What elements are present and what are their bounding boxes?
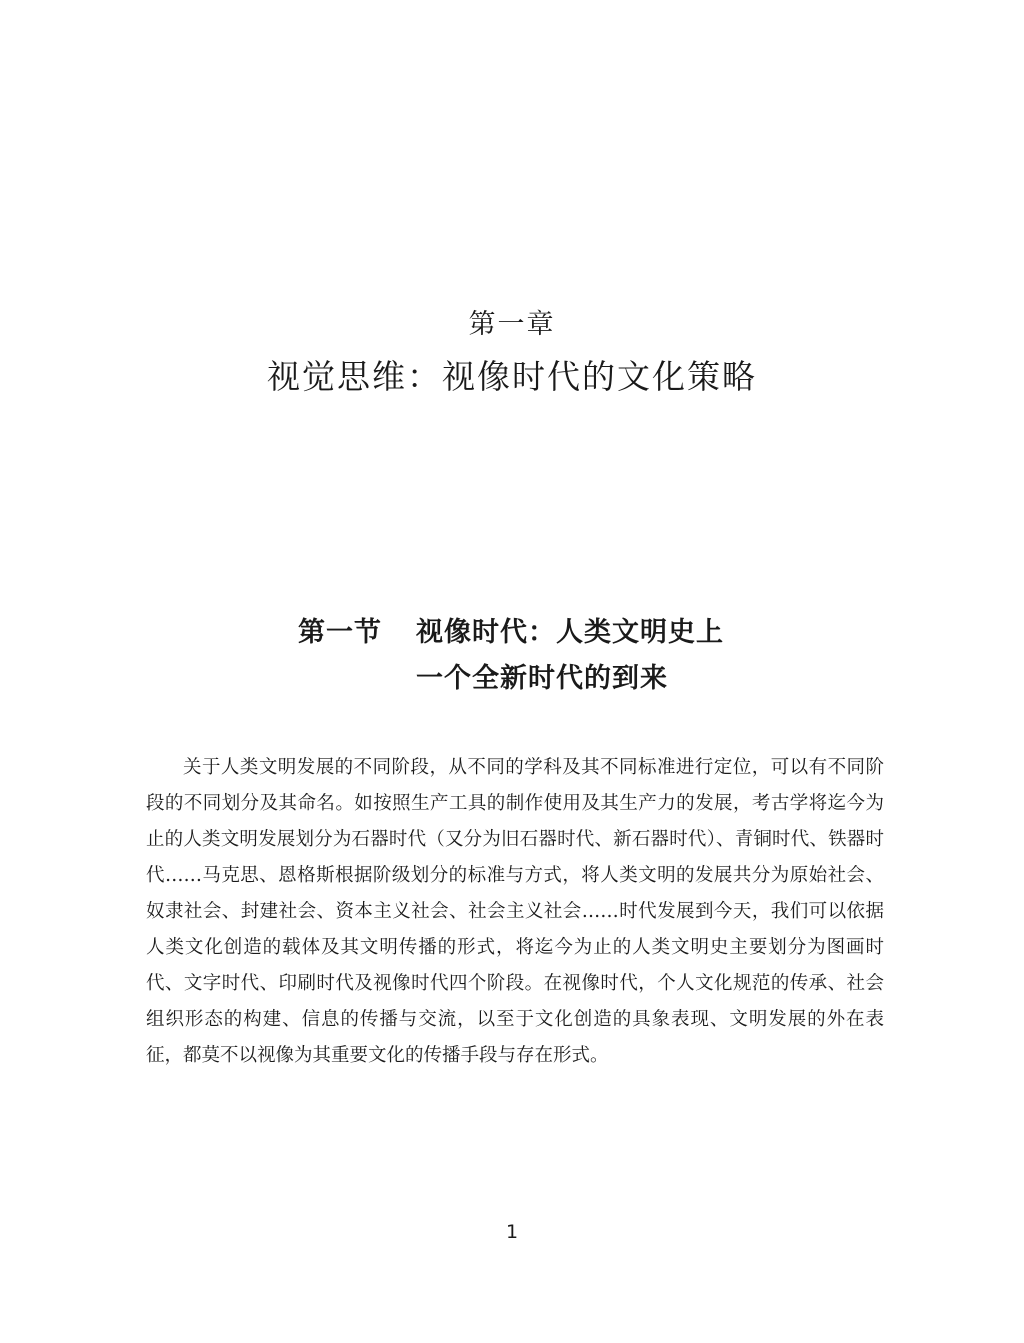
section-title-line-1: 视像时代：人类文明史上 xyxy=(416,617,724,648)
body-paragraph: 关于人类文明发展的不同阶段，从不同的学科及其不同标准进行定位，可以有不同阶段的不同划分及其命名。如按照生产工具的制作使用及其生产力的发展，考古学将迄今为止的人类文明发展划分为石器时代（又分为旧石器时代、新石器时代）、青铜时代、铁器时代……马克思、恩格斯根据阶级划分的标准与方式，将人类文明的发展共分为原始社会、奴隶社会、封建社会、资本主义社会、社会主义社会……时代发展到今天，我们可以依据人类文化创造的载体及其文明传播的形式，将迄今为止的人类文明史主要划分为图画时代、文字时代、印刷时代及视像时代四个阶段。在视像时代，个人文化规范的传承、社会组织形态的构建、信息的传播与交流，以至于文化创造的具象表现、文明发展的外在表征，都莫不以视像为其重要文化的传播手段与存在形式。 xyxy=(146,757,884,1066)
chapter-label: 第一章 xyxy=(468,309,556,340)
section-number: 第一节 xyxy=(298,617,382,648)
chapter-title: 视觉思维：视像时代的文化策略 xyxy=(267,357,757,396)
page-number: 1 xyxy=(505,1221,519,1243)
section-title-line-2: 一个全新时代的到来 xyxy=(416,663,668,694)
